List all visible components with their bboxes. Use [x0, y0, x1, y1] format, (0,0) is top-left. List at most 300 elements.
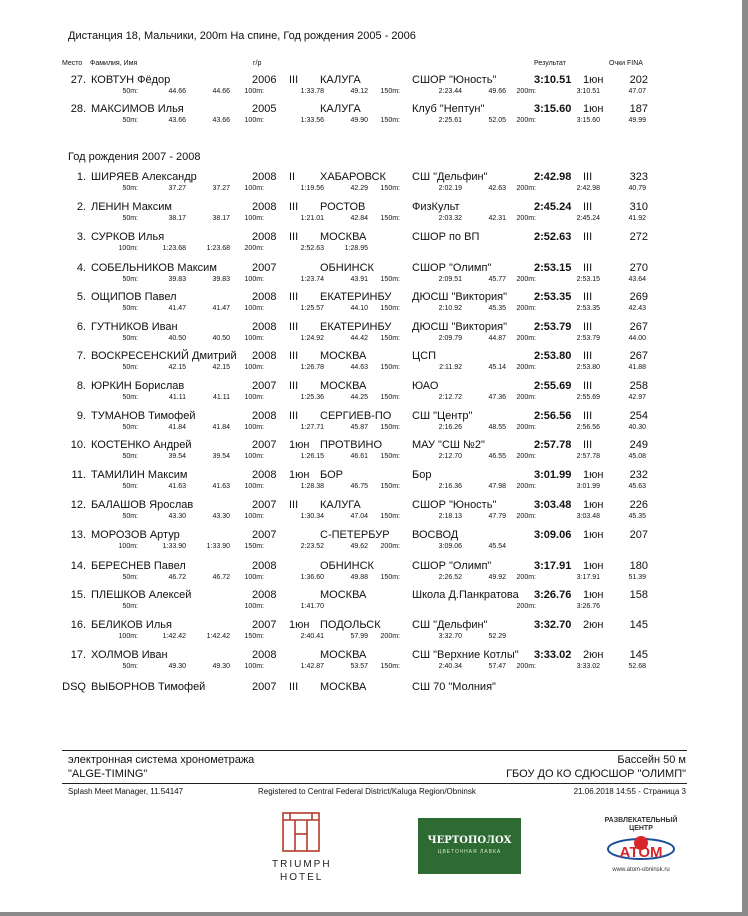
registration-info: Registered to Central Federal District/Kaluga Region/Obninsk: [258, 787, 476, 796]
row-result: 3:03.48: [534, 499, 572, 511]
split-lap: 51.39: [628, 574, 646, 581]
split-label: 150m:: [244, 633, 264, 640]
split-label: 50m:: [122, 513, 138, 520]
split-lap: 45.87: [350, 424, 368, 431]
split-time: 2:45.24: [576, 215, 600, 222]
split-lap: 47.04: [350, 513, 368, 520]
split-label: 200m:: [516, 185, 536, 192]
row-points: 187: [629, 103, 648, 115]
row-points: 254: [629, 410, 648, 422]
split-lap: 53.57: [350, 663, 368, 670]
row-year: 2008: [252, 469, 277, 481]
split-lap: 42.15: [212, 364, 230, 371]
split-lap: 41.63: [212, 483, 230, 490]
split-label: 100m:: [118, 633, 138, 640]
row-year: 2008: [252, 649, 277, 661]
atom-line2: ЦЕНТР: [629, 825, 653, 832]
split-lap: 44.63: [350, 364, 368, 371]
footer-divider-top: [62, 750, 687, 751]
row-result-rank: III: [583, 380, 593, 392]
row-club: СШОР по ВП: [412, 231, 480, 243]
split-time: 2:57.78: [576, 453, 600, 460]
split-time: 2:53.79: [576, 335, 600, 342]
split-label: 150m:: [244, 543, 264, 550]
row-club: СШОР "Олимп": [412, 560, 492, 572]
split-lap: 46.55: [488, 453, 506, 460]
split-lap: 45.77: [488, 276, 506, 283]
split-lap: 48.55: [488, 424, 506, 431]
split-time: 43.66: [168, 117, 186, 124]
split-time: 1:33.56: [300, 117, 324, 124]
split-lap: 1:28.95: [344, 245, 368, 252]
split-label: 200m:: [516, 483, 536, 490]
row-result: 3:10.51: [534, 74, 572, 86]
row-rank: 1юн: [289, 439, 310, 451]
split-lap: 44.42: [350, 335, 368, 342]
row-result-rank: 1юн: [583, 560, 604, 572]
split-time: 2:03.32: [438, 215, 462, 222]
split-label: 150m:: [380, 513, 400, 520]
row-points: 226: [629, 499, 648, 511]
split-lap: 44.66: [212, 88, 230, 95]
row-result-rank: III: [583, 410, 593, 422]
split-time: 3:17.91: [576, 574, 600, 581]
split-time: 2:02.19: [438, 185, 462, 192]
split-lap: 44.10: [350, 305, 368, 312]
split-label: 150m:: [380, 453, 400, 460]
split-lap: 45.35: [488, 305, 506, 312]
row-rank: III: [289, 74, 299, 86]
row-club: ЮАО: [412, 380, 439, 392]
split-lap: 44.00: [628, 335, 646, 342]
split-lap: 45.08: [628, 453, 646, 460]
split-lap: 57.99: [350, 633, 368, 640]
split-lap: 47.98: [488, 483, 506, 490]
atom-url: www.atom-obninsk.ru: [612, 867, 670, 873]
split-time: 2:11.92: [439, 364, 462, 371]
row-place: 2.: [76, 201, 86, 213]
split-time: 1:27.71: [300, 424, 324, 431]
row-city: ОБНИНСК: [320, 560, 374, 572]
row-points: 272: [629, 231, 648, 243]
row-club: СШ "Дельфин": [412, 171, 488, 183]
split-time: 2:12.70: [438, 453, 462, 460]
split-lap: 47.79: [488, 513, 506, 520]
row-place: 27.: [70, 74, 86, 86]
split-time: 1:30.34: [300, 513, 324, 520]
split-time: 1:41.70: [300, 603, 324, 610]
split-time: 3:03.48: [576, 513, 600, 520]
row-place: 15.: [70, 589, 86, 601]
split-lap: 41.84: [212, 424, 230, 431]
split-lap: 47.36: [488, 394, 506, 401]
split-label: 100m:: [244, 117, 264, 124]
row-year: 2007: [252, 380, 277, 392]
row-place: 9.: [76, 410, 86, 422]
split-lap: 49.66: [488, 88, 506, 95]
row-rank: III: [289, 499, 299, 511]
split-time: 1:42.42: [162, 633, 186, 640]
split-time: 2:40.34: [438, 663, 462, 670]
split-time: 3:33.02: [576, 663, 600, 670]
split-lap: 44.87: [488, 335, 506, 342]
split-lap: 40.50: [212, 335, 230, 342]
row-points: 145: [629, 619, 648, 631]
split-time: 39.83: [168, 276, 186, 283]
split-label: 200m:: [516, 663, 536, 670]
split-time: 3:10.51: [576, 88, 600, 95]
row-place: 5.: [76, 291, 86, 303]
split-label: 200m:: [516, 394, 536, 401]
row-city: ЕКАТЕРИНБУ: [320, 291, 392, 303]
row-year: 2007: [252, 439, 277, 451]
row-year: 2008: [252, 231, 277, 243]
col-points-header: Очки FINA: [609, 60, 643, 67]
split-lap: 45.63: [628, 483, 646, 490]
row-city: КАЛУГА: [320, 74, 361, 86]
split-label: 100m:: [244, 364, 264, 371]
split-time: 1:23.74: [300, 276, 324, 283]
split-time: 2:26.52: [438, 574, 462, 581]
split-time: 2:09.51: [438, 276, 462, 283]
split-lap: 43.64: [628, 276, 646, 283]
split-time: 41.47: [168, 305, 186, 312]
row-result: 3:01.99: [534, 469, 572, 481]
split-label: 100m:: [244, 276, 264, 283]
split-label: 150m:: [380, 185, 400, 192]
split-time: 2:25.61: [438, 117, 462, 124]
split-label: 50m:: [122, 603, 138, 610]
row-name: БАЛАШОВ Ярослав: [91, 499, 194, 511]
row-name: СОБЕЛЬНИКОВ Максим: [91, 262, 217, 274]
split-label: 100m:: [244, 424, 264, 431]
split-label: 100m:: [244, 88, 264, 95]
split-label: 200m:: [516, 513, 536, 520]
row-name: МАКСИМОВ Илья: [91, 103, 184, 115]
row-place: 10.: [70, 439, 86, 451]
dsq-club: СШ 70 "Молния": [412, 681, 496, 693]
row-result: 2:45.24: [534, 201, 572, 213]
row-points: 269: [629, 291, 648, 303]
split-label: 100m:: [118, 543, 138, 550]
split-time: 41.63: [168, 483, 186, 490]
row-name: ШИРЯЕВ Александр: [91, 171, 197, 183]
row-club: СШОР "Юность": [412, 74, 497, 86]
split-label: 100m:: [244, 574, 264, 581]
split-label: 100m:: [244, 453, 264, 460]
row-city: МОСКВА: [320, 380, 367, 392]
row-name: ТУМАНОВ Тимофей: [91, 410, 196, 422]
split-lap: 49.12: [350, 88, 368, 95]
row-result: 2:53.79: [534, 321, 572, 333]
row-club: ВОСВОД: [412, 529, 459, 541]
split-label: 200m:: [380, 543, 400, 550]
row-result-rank: 1юн: [583, 589, 604, 601]
row-result: 2:56.56: [534, 410, 572, 422]
split-time: 38.17: [168, 215, 186, 222]
split-lap: 49.30: [212, 663, 230, 670]
split-lap: 40.30: [628, 424, 646, 431]
row-year: 2008: [252, 410, 277, 422]
split-label: 100m:: [244, 663, 264, 670]
split-lap: 45.54: [488, 543, 506, 550]
row-year: 2007: [252, 619, 277, 631]
split-label: 50m:: [122, 117, 138, 124]
split-label: 50m:: [122, 335, 138, 342]
split-label: 100m:: [244, 394, 264, 401]
dsq-place: DSQ: [62, 681, 86, 693]
group-title: Год рождения 2007 - 2008: [68, 151, 201, 163]
row-city: МОСКВА: [320, 589, 367, 601]
split-lap: 42.84: [350, 215, 368, 222]
split-time: 2:09.79: [438, 335, 462, 342]
split-time: 3:01.99: [576, 483, 600, 490]
row-year: 2008: [252, 589, 277, 601]
split-lap: 46.72: [212, 574, 230, 581]
split-lap: 52.68: [628, 663, 646, 670]
row-rank: III: [289, 291, 299, 303]
split-label: 200m:: [516, 276, 536, 283]
split-time: 2:42.98: [576, 185, 600, 192]
row-points: 180: [629, 560, 648, 572]
software-version: Splash Meet Manager, 11.54147: [68, 787, 184, 796]
row-rank: 1юн: [289, 469, 310, 481]
split-label: 150m:: [380, 215, 400, 222]
row-rank: III: [289, 350, 299, 362]
triumph-line2: HOTEL: [280, 872, 324, 883]
row-club: СШОР "Юность": [412, 499, 497, 511]
row-city: С-ПЕТЕРБУР: [320, 529, 390, 541]
split-lap: 38.17: [212, 215, 230, 222]
row-place: 16.: [70, 619, 86, 631]
split-lap: 41.11: [213, 394, 230, 401]
split-lap: 49.90: [350, 117, 368, 124]
row-result-rank: III: [583, 171, 593, 183]
row-city: МОСКВА: [320, 649, 367, 661]
split-time: 2:53.35: [576, 305, 600, 312]
row-name: ЛЕНИН Максим: [91, 201, 172, 213]
row-year: 2005: [252, 103, 277, 115]
split-time: 2:16.26: [438, 424, 462, 431]
atom-logo: [598, 815, 684, 879]
split-lap: 49.62: [350, 543, 368, 550]
split-label: 150m:: [380, 364, 400, 371]
row-name: ВОСКРЕСЕНСКИЙ Дмитрий: [91, 350, 237, 362]
split-lap: 1:42.42: [206, 633, 230, 640]
split-label: 100m:: [244, 513, 264, 520]
split-time: 40.50: [168, 335, 186, 342]
row-club: Клуб "Нептун": [412, 103, 485, 115]
row-place: 17.: [70, 649, 86, 661]
row-club: Бор: [412, 469, 432, 481]
row-city: ЕКАТЕРИНБУ: [320, 321, 392, 333]
split-time: 1:23.68: [162, 245, 186, 252]
row-name: ТАМИЛИН Максим: [91, 469, 188, 481]
split-lap: 37.27: [212, 185, 230, 192]
split-time: 2:16.36: [438, 483, 462, 490]
split-time: 49.30: [168, 663, 186, 670]
split-time: 3:09.06: [438, 543, 462, 550]
row-place: 12.: [70, 499, 86, 511]
split-label: 50m:: [122, 483, 138, 490]
dsq-rank: III: [289, 681, 299, 693]
split-lap: 43.91: [350, 276, 368, 283]
split-label: 200m:: [244, 245, 264, 252]
split-label: 50m:: [122, 305, 138, 312]
row-year: 2008: [252, 350, 277, 362]
row-result: 3:09.06: [534, 529, 572, 541]
row-city: ХАБАРОВСК: [320, 171, 386, 183]
timing-label: электронная система хронометража: [68, 754, 255, 766]
split-lap: 42.43: [628, 305, 646, 312]
split-time: 3:26.76: [576, 603, 600, 610]
row-points: 158: [629, 589, 648, 601]
split-label: 200m:: [516, 305, 536, 312]
split-label: 200m:: [516, 603, 536, 610]
row-result-rank: III: [583, 350, 593, 362]
row-place: 11.: [71, 469, 86, 481]
col-year-header: г/р: [253, 60, 262, 67]
row-name: ОЩИПОВ Павел: [91, 291, 177, 303]
row-club: СШ "Центр": [412, 410, 473, 422]
row-result-rank: 1юн: [583, 74, 604, 86]
pool-label: Бассейн 50 м: [617, 754, 686, 766]
split-time: 2:56.56: [576, 424, 600, 431]
split-label: 50m:: [122, 276, 138, 283]
split-time: 43.30: [168, 513, 186, 520]
split-label: 100m:: [244, 483, 264, 490]
row-year: 2008: [252, 560, 277, 572]
split-time: 2:52.63: [300, 245, 324, 252]
split-lap: 49.99: [628, 117, 646, 124]
row-points: 267: [629, 321, 648, 333]
split-label: 50m:: [122, 88, 138, 95]
split-lap: 52.29: [488, 633, 506, 640]
row-place: 8.: [76, 380, 86, 392]
split-label: 100m:: [244, 215, 264, 222]
split-lap: 46.75: [350, 483, 368, 490]
split-time: 1:33.78: [300, 88, 324, 95]
split-label: 200m:: [516, 364, 536, 371]
row-name: МОРОЗОВ Артур: [91, 529, 180, 541]
row-result-rank: III: [583, 321, 593, 333]
split-label: 200m:: [516, 88, 536, 95]
split-time: 2:23.44: [438, 88, 462, 95]
split-time: 1:24.92: [300, 335, 324, 342]
row-place: 28.: [70, 103, 86, 115]
split-lap: 42.29: [350, 185, 368, 192]
row-result-rank: III: [583, 291, 593, 303]
row-year: 2008: [252, 201, 277, 213]
row-city: СЕРГИЕВ-ПО: [320, 410, 392, 422]
split-label: 150m:: [380, 663, 400, 670]
timing-name: "ALGE-TIMING": [68, 768, 148, 780]
row-name: КОСТЕНКО Андрей: [91, 439, 192, 451]
row-points: 202: [629, 74, 648, 86]
row-result-rank: 2юн: [583, 619, 604, 631]
split-label: 100m:: [118, 245, 138, 252]
split-time: 2:53.15: [576, 276, 600, 283]
split-time: 1:42.87: [300, 663, 324, 670]
split-label: 150m:: [380, 88, 400, 95]
split-lap: 45.35: [628, 513, 646, 520]
split-time: 1:36.60: [300, 574, 324, 581]
col-result-header: Результат: [534, 60, 566, 67]
split-label: 100m:: [244, 335, 264, 342]
split-time: 2:18.13: [438, 513, 462, 520]
row-year: 2006: [252, 74, 277, 86]
row-club: ДЮСШ "Виктория": [412, 291, 507, 303]
row-year: 2008: [252, 321, 277, 333]
row-place: 7.: [76, 350, 86, 362]
row-result: 2:57.78: [534, 439, 572, 451]
split-label: 50m:: [122, 394, 138, 401]
row-year: 2008: [252, 171, 277, 183]
date-page: 21.06.2018 14:55 - Страница 3: [573, 787, 686, 796]
row-city: ПРОТВИНО: [320, 439, 383, 451]
split-lap: 46.61: [350, 453, 368, 460]
row-rank: III: [289, 380, 299, 392]
split-time: 2:10.92: [438, 305, 462, 312]
row-result: 2:53.15: [534, 262, 572, 274]
triumph-line1: TRIUMPH: [272, 859, 332, 870]
split-time: 1:33.90: [162, 543, 186, 550]
split-lap: 41.47: [212, 305, 230, 312]
row-result: 2:53.35: [534, 291, 572, 303]
row-name: БЕРЕСНЕВ Павел: [91, 560, 186, 572]
split-lap: 47.07: [628, 88, 646, 95]
row-club: СШ "Дельфин": [412, 619, 488, 631]
row-club: Школа Д.Панкратова: [412, 589, 519, 601]
row-result: 3:32.70: [534, 619, 572, 631]
row-result: 3:17.91: [534, 560, 572, 572]
row-points: 310: [629, 201, 648, 213]
split-label: 150m:: [380, 574, 400, 581]
split-label: 200m:: [516, 335, 536, 342]
split-time: 42.15: [168, 364, 186, 371]
dsq-city: МОСКВА: [320, 681, 367, 693]
row-result-rank: III: [583, 231, 593, 243]
row-points: 323: [629, 171, 648, 183]
triumph-hotel-logo: [268, 810, 334, 888]
row-city: МОСКВА: [320, 350, 367, 362]
col-name-header: Фамилия, Имя: [90, 60, 138, 67]
split-time: 1:28.38: [300, 483, 324, 490]
row-points: 207: [629, 529, 648, 541]
split-label: 150m:: [380, 276, 400, 283]
split-lap: 39.83: [212, 276, 230, 283]
split-label: 50m:: [122, 185, 138, 192]
split-label: 50m:: [122, 574, 138, 581]
triumph-emblem-icon: [268, 810, 334, 856]
row-points: 258: [629, 380, 648, 392]
row-club: ЦСП: [412, 350, 436, 362]
row-rank: III: [289, 231, 299, 243]
row-place: 14.: [70, 560, 86, 572]
row-result-rank: III: [583, 201, 593, 213]
split-label: 100m:: [244, 603, 264, 610]
split-time: 1:26.15: [300, 453, 324, 460]
row-result: 2:52.63: [534, 231, 572, 243]
row-name: КОВТУН Фёдор: [91, 74, 171, 86]
row-name: СУРКОВ Илья: [91, 231, 165, 243]
split-label: 150m:: [380, 335, 400, 342]
row-result-rank: III: [583, 262, 593, 274]
split-lap: 45.14: [488, 364, 506, 371]
split-time: 1:25.36: [300, 394, 324, 401]
atom-name: АТОМ: [619, 844, 663, 861]
split-label: 200m:: [516, 424, 536, 431]
